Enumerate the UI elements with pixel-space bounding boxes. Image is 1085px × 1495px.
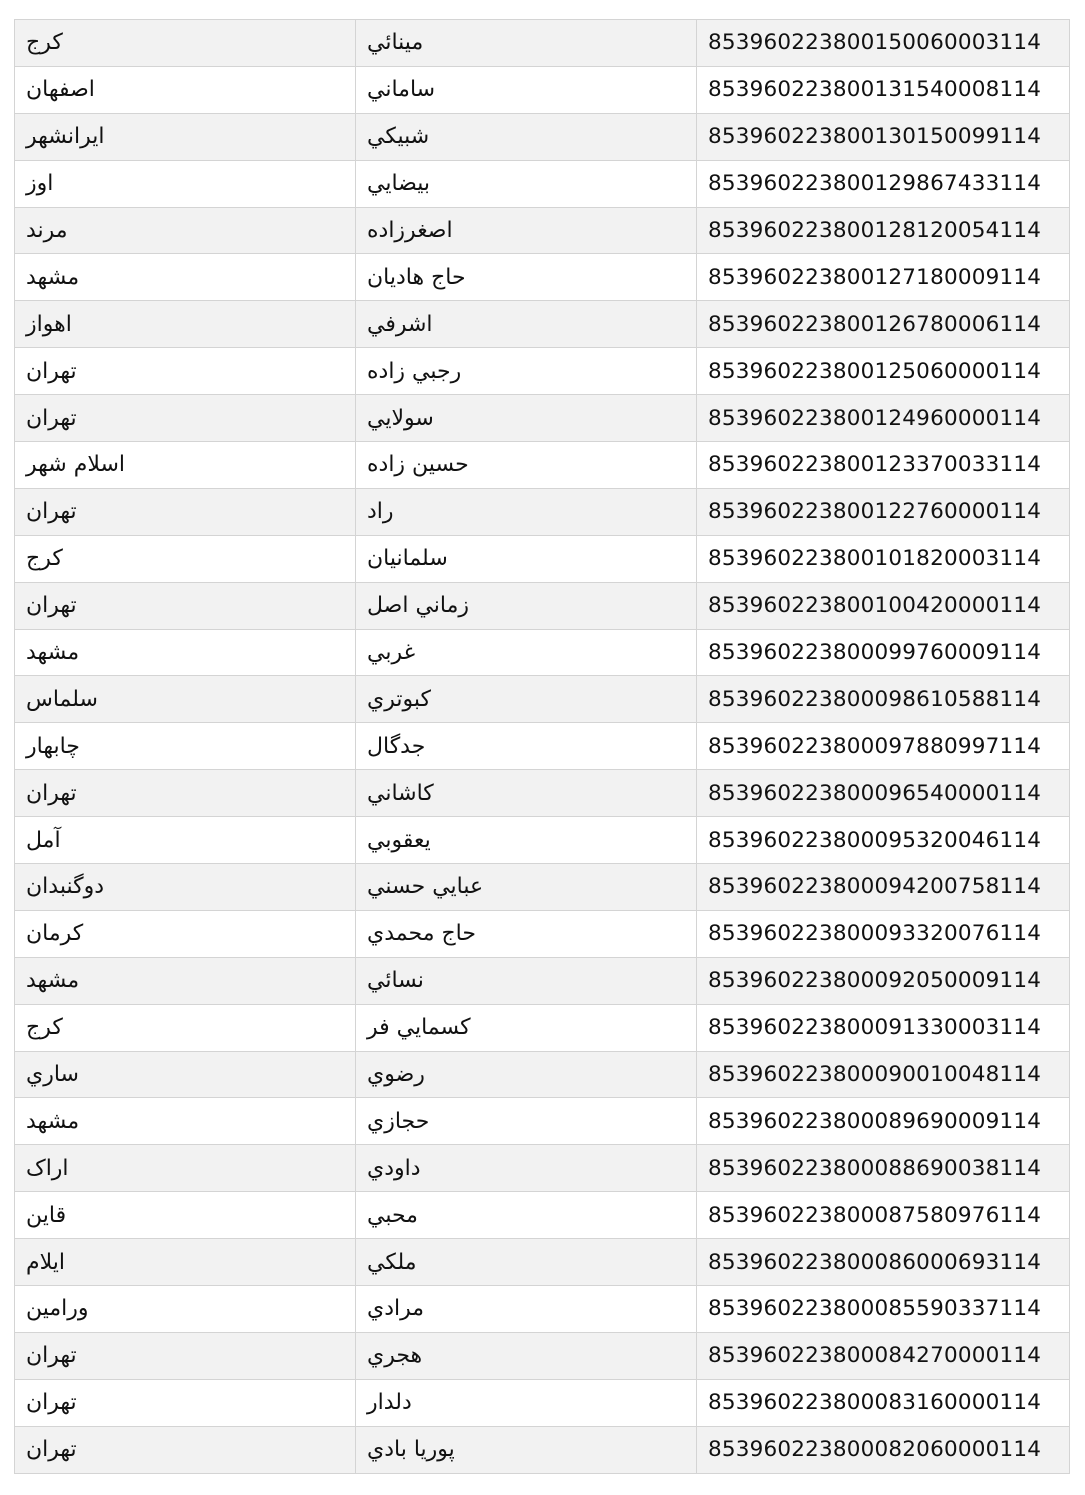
number-text: 853960223800097880997114 bbox=[708, 733, 1042, 759]
city-text: ساري bbox=[26, 1062, 79, 1088]
number-text: 853960223800086000693114 bbox=[708, 1249, 1042, 1275]
table-row bbox=[15, 395, 1070, 442]
number-cell bbox=[697, 1286, 1070, 1333]
number-cell bbox=[697, 676, 1070, 723]
name-text: كسمايي فر bbox=[367, 1015, 471, 1041]
city-cell bbox=[15, 1426, 356, 1473]
number-cell bbox=[697, 817, 1070, 864]
city-cell bbox=[15, 1004, 356, 1051]
city-cell bbox=[15, 1239, 356, 1286]
number-cell bbox=[697, 113, 1070, 160]
city-cell bbox=[15, 957, 356, 1004]
name-text: عبايي حسني bbox=[367, 874, 484, 900]
number-cell bbox=[697, 395, 1070, 442]
city-text: تهران bbox=[26, 1343, 77, 1369]
city-cell bbox=[15, 864, 356, 911]
name-cell bbox=[356, 629, 697, 676]
name-text: رجبي زاده bbox=[367, 358, 462, 384]
name-cell bbox=[356, 1192, 697, 1239]
number-text: 853960223800083160000114 bbox=[708, 1390, 1042, 1416]
number-text: 853960223800126780006114 bbox=[708, 311, 1042, 337]
table-row bbox=[15, 676, 1070, 723]
city-text: مشهد bbox=[26, 640, 80, 666]
city-text: ايرانشهر bbox=[26, 124, 105, 150]
city-text: ورامين bbox=[26, 1296, 89, 1322]
name-cell bbox=[356, 535, 697, 582]
number-cell bbox=[697, 910, 1070, 957]
city-text: کرج bbox=[26, 30, 63, 56]
name-cell bbox=[356, 910, 697, 957]
number-cell bbox=[697, 535, 1070, 582]
city-cell bbox=[15, 66, 356, 113]
table-row bbox=[15, 1145, 1070, 1192]
city-cell bbox=[15, 1051, 356, 1098]
table-row bbox=[15, 1051, 1070, 1098]
table-row bbox=[15, 113, 1070, 160]
city-cell bbox=[15, 723, 356, 770]
city-cell bbox=[15, 629, 356, 676]
number-cell bbox=[697, 1379, 1070, 1426]
name-cell bbox=[356, 582, 697, 629]
number-cell bbox=[697, 864, 1070, 911]
name-cell bbox=[356, 160, 697, 207]
number-cell bbox=[697, 1426, 1070, 1473]
table-row bbox=[15, 957, 1070, 1004]
name-cell bbox=[356, 957, 697, 1004]
city-cell bbox=[15, 395, 356, 442]
table-row bbox=[15, 1192, 1070, 1239]
city-cell bbox=[15, 1286, 356, 1333]
table-row bbox=[15, 629, 1070, 676]
name-cell bbox=[356, 1098, 697, 1145]
name-text: كاشاني bbox=[367, 780, 434, 806]
records-table bbox=[14, 19, 1070, 1474]
number-text: 853960223800123370033114 bbox=[708, 452, 1042, 478]
city-cell bbox=[15, 676, 356, 723]
city-text: کرج bbox=[26, 1015, 63, 1041]
number-text: 853960223800127180009114 bbox=[708, 264, 1042, 290]
name-text: مينائي bbox=[367, 30, 424, 56]
name-text: هجري bbox=[367, 1343, 423, 1369]
number-cell bbox=[697, 160, 1070, 207]
number-cell bbox=[697, 66, 1070, 113]
number-text: 853960223800084270000114 bbox=[708, 1343, 1042, 1369]
name-cell bbox=[356, 348, 697, 395]
table-row bbox=[15, 864, 1070, 911]
table-row bbox=[15, 207, 1070, 254]
city-text: دوگنبدان bbox=[26, 874, 104, 900]
table-row bbox=[15, 1332, 1070, 1379]
city-text: کرج bbox=[26, 546, 63, 572]
number-cell bbox=[697, 1192, 1070, 1239]
number-cell bbox=[697, 488, 1070, 535]
number-cell bbox=[697, 1332, 1070, 1379]
number-cell bbox=[697, 1145, 1070, 1192]
table-row bbox=[15, 723, 1070, 770]
number-text: 853960223800129867433114 bbox=[708, 171, 1042, 197]
name-cell bbox=[356, 1286, 697, 1333]
name-text: غربي bbox=[367, 640, 416, 666]
name-text: داودي bbox=[367, 1155, 421, 1181]
name-text: حاج هاديان bbox=[367, 264, 466, 290]
number-cell bbox=[697, 442, 1070, 489]
city-cell bbox=[15, 817, 356, 864]
city-cell bbox=[15, 910, 356, 957]
number-text: 853960223800082060000114 bbox=[708, 1437, 1042, 1463]
name-cell bbox=[356, 395, 697, 442]
number-cell bbox=[697, 207, 1070, 254]
name-text: جدگال bbox=[367, 733, 426, 759]
number-text: 853960223800099760009114 bbox=[708, 640, 1042, 666]
city-cell bbox=[15, 160, 356, 207]
city-text: تهران bbox=[26, 780, 77, 806]
number-text: 853960223800094200758114 bbox=[708, 874, 1042, 900]
city-cell bbox=[15, 207, 356, 254]
city-text: قاين bbox=[26, 1202, 67, 1228]
name-text: مرادي bbox=[367, 1296, 425, 1322]
name-text: دلدار bbox=[367, 1390, 412, 1416]
number-text: 853960223800092050009114 bbox=[708, 968, 1042, 994]
name-text: كبوتري bbox=[367, 686, 431, 712]
name-text: حسين زاده bbox=[367, 452, 469, 478]
number-text: 853960223800100420000114 bbox=[708, 593, 1042, 619]
name-cell bbox=[356, 864, 697, 911]
name-text: سلمانيان bbox=[367, 546, 448, 572]
number-text: 853960223800131540008114 bbox=[708, 77, 1042, 103]
table-row bbox=[15, 910, 1070, 957]
table-row bbox=[15, 442, 1070, 489]
city-cell bbox=[15, 442, 356, 489]
name-text: اصغرزاده bbox=[367, 218, 453, 243]
number-cell bbox=[697, 1098, 1070, 1145]
number-cell bbox=[697, 1004, 1070, 1051]
city-text: اصفهان bbox=[26, 77, 95, 103]
table-row bbox=[15, 488, 1070, 535]
table-row bbox=[15, 535, 1070, 582]
table-row bbox=[15, 301, 1070, 348]
city-text: آمل bbox=[26, 827, 61, 853]
name-cell bbox=[356, 301, 697, 348]
number-cell bbox=[697, 629, 1070, 676]
number-text: 853960223800130150099114 bbox=[708, 124, 1042, 150]
name-cell bbox=[356, 1004, 697, 1051]
name-text: يعقوبي bbox=[367, 827, 431, 853]
number-cell bbox=[697, 1239, 1070, 1286]
number-cell bbox=[697, 20, 1070, 67]
city-cell bbox=[15, 20, 356, 67]
number-text: 853960223800098610588114 bbox=[708, 686, 1042, 712]
city-text: ايلام bbox=[26, 1249, 65, 1275]
city-cell bbox=[15, 1145, 356, 1192]
number-cell bbox=[697, 301, 1070, 348]
name-cell bbox=[356, 1239, 697, 1286]
number-cell bbox=[697, 254, 1070, 301]
city-cell bbox=[15, 1192, 356, 1239]
number-text: 853960223800088690038114 bbox=[708, 1155, 1042, 1181]
name-text: رضوي bbox=[367, 1062, 425, 1088]
city-text: تهران bbox=[26, 499, 77, 525]
number-cell bbox=[697, 957, 1070, 1004]
number-text: 853960223800128120054114 bbox=[708, 218, 1042, 243]
number-text: 853960223800085590337114 bbox=[708, 1296, 1042, 1322]
table-row bbox=[15, 1286, 1070, 1333]
number-cell bbox=[697, 723, 1070, 770]
name-cell bbox=[356, 207, 697, 254]
number-cell bbox=[697, 582, 1070, 629]
name-text: زماني اصل bbox=[367, 593, 470, 619]
city-cell bbox=[15, 535, 356, 582]
number-text: 853960223800095320046114 bbox=[708, 827, 1042, 853]
name-cell bbox=[356, 817, 697, 864]
name-cell bbox=[356, 770, 697, 817]
number-cell bbox=[697, 348, 1070, 395]
name-text: اشرفي bbox=[367, 311, 433, 337]
name-cell bbox=[356, 1426, 697, 1473]
number-text: 853960223800089690009114 bbox=[708, 1108, 1042, 1134]
table-row bbox=[15, 20, 1070, 67]
number-text: 853960223800125060000114 bbox=[708, 358, 1042, 384]
name-cell bbox=[356, 66, 697, 113]
number-text: 853960223800093320076114 bbox=[708, 921, 1042, 947]
name-text: حاج محمدي bbox=[367, 921, 476, 947]
number-text: 853960223800087580976114 bbox=[708, 1202, 1042, 1228]
name-text: راد bbox=[367, 499, 394, 525]
name-text: بيضايي bbox=[367, 171, 431, 197]
table-row bbox=[15, 582, 1070, 629]
name-text: نسائي bbox=[367, 968, 424, 994]
city-text: اسلام شهر bbox=[26, 452, 125, 478]
city-text: مشهد bbox=[26, 264, 80, 290]
name-text: سولايي bbox=[367, 405, 434, 431]
city-text: اراک bbox=[26, 1155, 69, 1181]
city-cell bbox=[15, 113, 356, 160]
table-row bbox=[15, 1098, 1070, 1145]
city-text: تهران bbox=[26, 405, 77, 431]
city-cell bbox=[15, 254, 356, 301]
city-text: سلماس bbox=[26, 686, 98, 712]
name-text: ملكي bbox=[367, 1249, 417, 1275]
city-cell bbox=[15, 1098, 356, 1145]
name-cell bbox=[356, 1145, 697, 1192]
city-cell bbox=[15, 348, 356, 395]
number-text: 853960223800122760000114 bbox=[708, 499, 1042, 525]
number-text: 853960223800124960000114 bbox=[708, 405, 1042, 431]
city-text: اهواز bbox=[26, 311, 72, 337]
city-text: تهران bbox=[26, 593, 77, 619]
table-row bbox=[15, 254, 1070, 301]
name-cell bbox=[356, 676, 697, 723]
name-text: محبي bbox=[367, 1202, 418, 1228]
table-row bbox=[15, 1004, 1070, 1051]
table-row bbox=[15, 770, 1070, 817]
name-cell bbox=[356, 1332, 697, 1379]
number-text: 853960223800101820003114 bbox=[708, 546, 1042, 572]
number-text: 853960223800096540000114 bbox=[708, 780, 1042, 806]
city-text: مشهد bbox=[26, 1108, 80, 1134]
name-cell bbox=[356, 1051, 697, 1098]
table-row bbox=[15, 66, 1070, 113]
name-text: شبيكي bbox=[367, 124, 430, 150]
table-body bbox=[15, 20, 1070, 1474]
city-text: کرمان bbox=[26, 921, 84, 947]
city-text: مشهد bbox=[26, 968, 80, 994]
table-row bbox=[15, 1379, 1070, 1426]
city-text: تهران bbox=[26, 358, 77, 384]
city-cell bbox=[15, 1332, 356, 1379]
city-cell bbox=[15, 582, 356, 629]
name-cell bbox=[356, 113, 697, 160]
number-text: 853960223800091330003114 bbox=[708, 1015, 1042, 1041]
city-cell bbox=[15, 301, 356, 348]
name-cell bbox=[356, 254, 697, 301]
table-row bbox=[15, 160, 1070, 207]
number-text: 8539602238001500600031‌14 bbox=[708, 30, 1042, 56]
name-cell bbox=[356, 442, 697, 489]
city-cell bbox=[15, 488, 356, 535]
city-text: اوز bbox=[26, 171, 54, 197]
name-text: پوريا بادي bbox=[367, 1437, 455, 1463]
number-text: 853960223800090010048114 bbox=[708, 1062, 1042, 1088]
city-text: تهران bbox=[26, 1437, 77, 1463]
table-row bbox=[15, 1426, 1070, 1473]
name-cell bbox=[356, 20, 697, 67]
city-text: چابهار bbox=[26, 733, 80, 759]
city-cell bbox=[15, 1379, 356, 1426]
table-row bbox=[15, 1239, 1070, 1286]
table-row bbox=[15, 348, 1070, 395]
name-cell bbox=[356, 1379, 697, 1426]
table-row bbox=[15, 817, 1070, 864]
number-cell bbox=[697, 770, 1070, 817]
name-text: حجازي bbox=[367, 1108, 430, 1134]
name-cell bbox=[356, 488, 697, 535]
city-text: مرند bbox=[26, 218, 68, 243]
city-text: تهران bbox=[26, 1390, 77, 1416]
name-cell bbox=[356, 723, 697, 770]
number-cell bbox=[697, 1051, 1070, 1098]
name-text: ساماني bbox=[367, 77, 436, 103]
city-cell bbox=[15, 770, 356, 817]
